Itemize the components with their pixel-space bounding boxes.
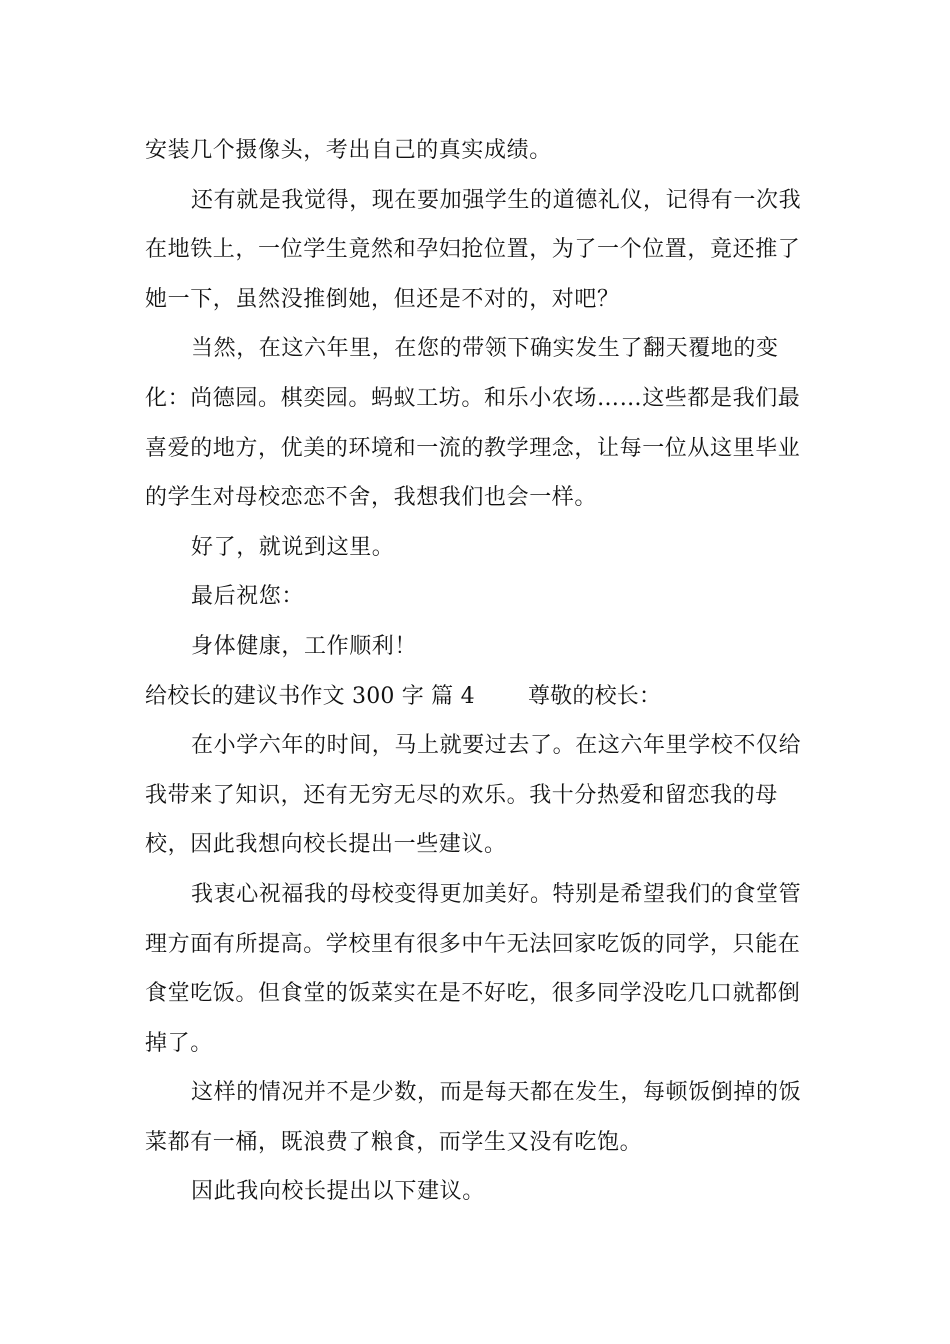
paragraph-cafeteria: 我衷心祝福我的母校变得更加美好。特别是希望我们的食堂管理方面有所提高。学校里有很多中午无法回家吃饭的同学，只能在食堂吃饭。但食堂的饭菜实在是不好吃，很多同学没吃几口就都倒掉了。 <box>145 881 802 1056</box>
paragraph-closing: 好了，就说到这里。 <box>191 534 395 560</box>
paragraph-wish-intro: 最后祝您： <box>191 584 305 610</box>
letter-greeting: 尊敬的校长： <box>527 683 662 709</box>
paragraph-moral-etiquette: 还有就是我觉得，现在要加强学生的道德礼仪，记得有一次我在地铁上，一位学生竟然和孕妇抢位置，为了一个位置，竟还推了她一下，虽然没推倒她，但还是不对的，对吧？ <box>145 187 802 312</box>
section-title: 给校长的建议书作文 300 字 篇 4 <box>145 683 475 709</box>
paragraph-school-changes: 当然，在这六年里，在您的带领下确实发生了翻天覆地的变化：尚德园。棋奕园。蚂蚁工坊。和乐小农场……这些都是我们最喜爱的地方，优美的环境和一流的教学理念，让每一位从这里毕业的学生对母校恋恋不舍，我想我们也会一样。 <box>145 336 801 511</box>
paragraph-six-years: 在小学六年的时间，马上就要过去了。在这六年里学校不仅给我带来了知识，还有无穷无尽的欢乐。我十分热爱和留恋我的母校，因此我想向校长提出一些建议。 <box>145 733 802 858</box>
paragraph-suggestions-intro: 因此我向校长提出以下建议。 <box>191 1179 485 1205</box>
document-body <box>145 126 810 1217</box>
paragraph-food-waste: 这样的情况并不是少数，而是每天都在发生，每顿饭倒掉的饭菜都有一桶，既浪费了粮食，而学生又没有吃饱。 <box>145 1080 802 1155</box>
section-heading <box>145 672 810 722</box>
paragraph-wish: 身体健康，工作顺利！ <box>191 633 418 659</box>
paragraph-continuation: 安装几个摄像头，考出自己的真实成绩。 <box>145 138 552 163</box>
